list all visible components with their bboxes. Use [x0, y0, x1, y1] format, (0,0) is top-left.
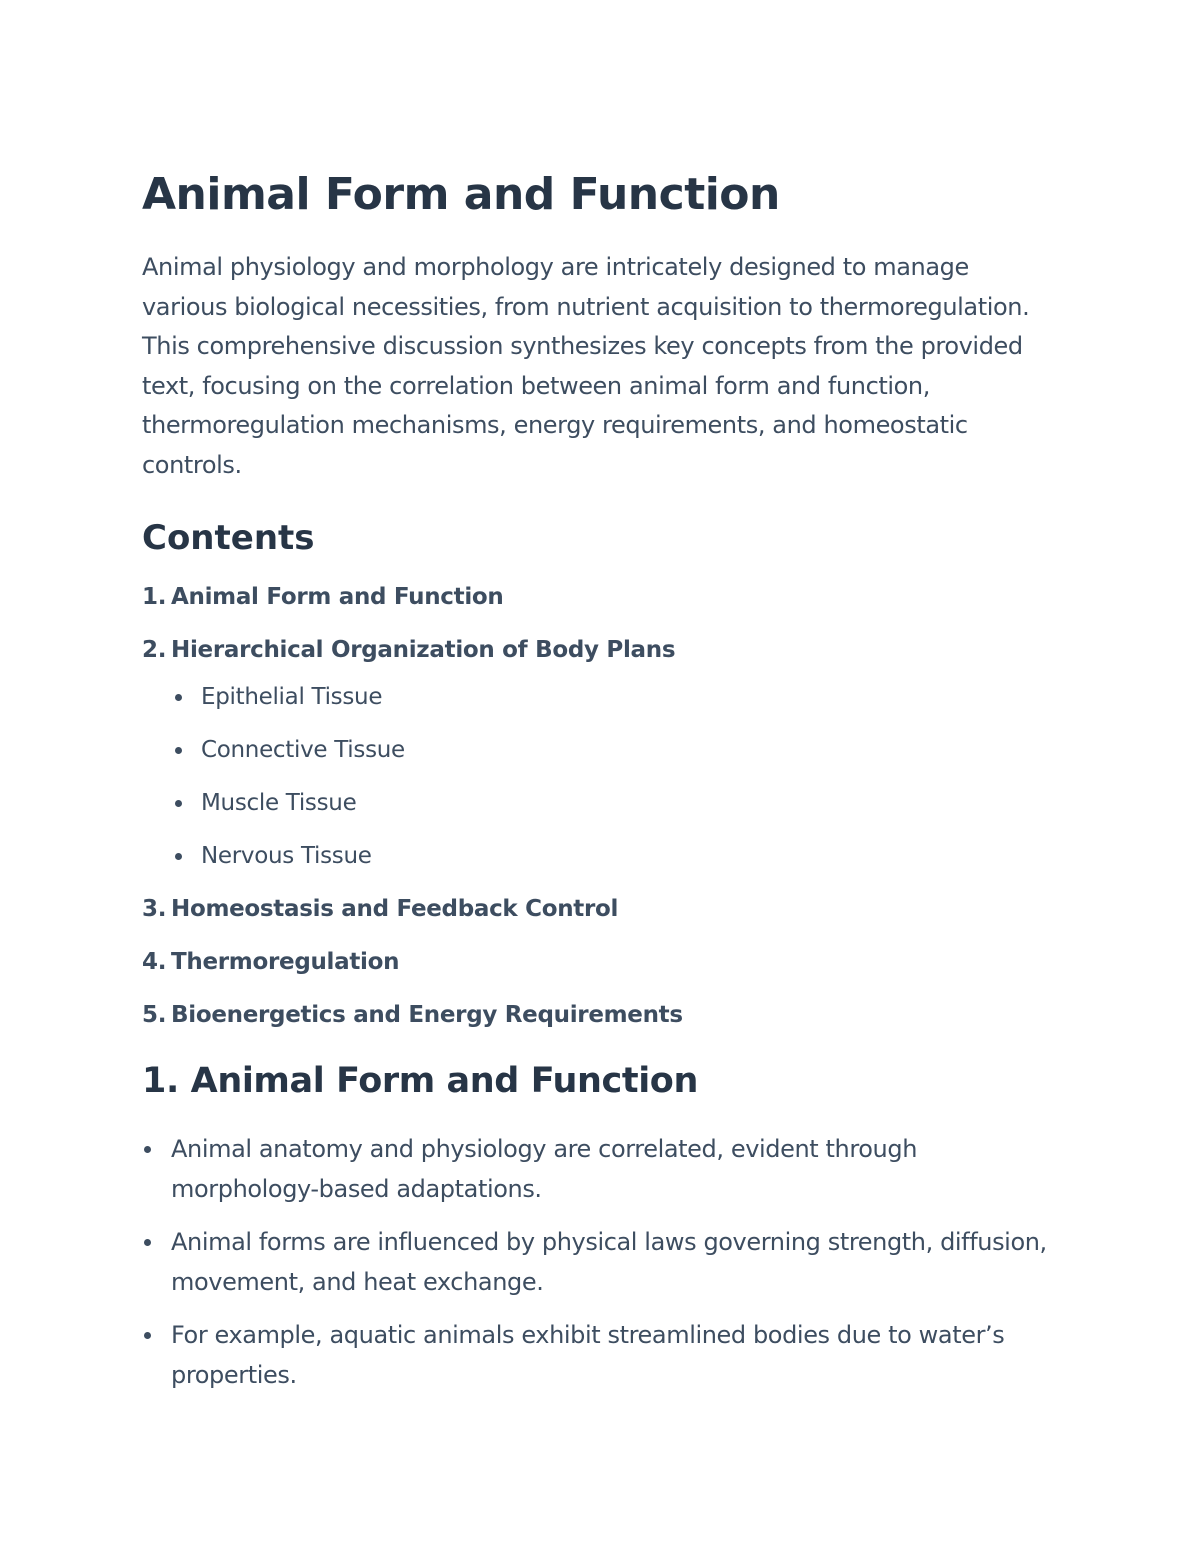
toc-number: 1. — [142, 583, 167, 610]
toc-label: Animal Form and Function — [171, 583, 504, 610]
toc-sublist — [171, 682, 1050, 872]
toc-subitem-muscle[interactable] — [171, 788, 1050, 819]
intro-paragraph: Animal physiology and morphology are intricately designed to manage various biological necessities, from nutrient acquisition to thermoregulation. This comprehensive discussion synthesizes key concepts from the provided text, focusing on the correlation between animal form and function, thermoregulation mechanisms, energy requirements, and homeostatic controls. — [142, 253, 1030, 479]
bullet-icon — [175, 853, 182, 860]
list-item-text: Animal anatomy and physiology are correlated, evident through morphology-based adaptations. — [171, 1134, 918, 1203]
toc-number: 3. — [142, 895, 167, 922]
bullet-icon — [175, 800, 182, 807]
contents-heading: Contents — [142, 517, 315, 558]
toc-subitem-nervous[interactable] — [171, 841, 1050, 872]
toc-label: Thermoregulation — [171, 948, 400, 975]
list-item-text: For example, aquatic animals exhibit streamlined bodies due to water’s properties. — [171, 1320, 1005, 1389]
toc-subitem-label: Nervous Tissue — [201, 842, 372, 869]
toc-label: Bioenergetics and Energy Requirements — [171, 1001, 683, 1028]
list-item — [142, 1129, 1050, 1209]
toc-label: Homeostasis and Feedback Control — [171, 895, 619, 922]
toc-number: 2. — [142, 636, 167, 663]
toc-subitem-epithelial[interactable] — [171, 682, 1050, 713]
list-item-text: Animal forms are influenced by physical laws governing strength, diffusion, movement, and heat exchange. — [171, 1227, 1047, 1296]
toc-item-animal-form-function[interactable] — [142, 582, 1050, 613]
list-item — [142, 1222, 1050, 1302]
toc-number: 5. — [142, 1001, 167, 1028]
toc-item-homeostasis[interactable] — [142, 894, 1050, 925]
toc-subitem-connective[interactable] — [171, 735, 1050, 766]
toc-item-bioenergetics[interactable] — [142, 1000, 1050, 1031]
table-of-contents — [142, 582, 1050, 1031]
toc-item-thermoregulation[interactable] — [142, 947, 1050, 978]
toc-subitem-label: Connective Tissue — [201, 736, 405, 763]
toc-item-hierarchical-organization[interactable] — [142, 635, 1050, 872]
section-heading: 1. Animal Form and Function — [142, 1060, 698, 1101]
list-item — [142, 1315, 1050, 1395]
bullet-icon — [175, 694, 182, 701]
toc-number: 4. — [142, 948, 167, 975]
bullet-icon — [144, 1146, 151, 1153]
bullet-icon — [144, 1332, 151, 1339]
document-title: Animal Form and Function — [142, 169, 780, 220]
section-bullet-list — [142, 1129, 1050, 1395]
toc-subitem-label: Muscle Tissue — [201, 789, 357, 816]
toc-subitem-label: Epithelial Tissue — [201, 683, 383, 710]
bullet-icon — [144, 1239, 151, 1246]
bullet-icon — [175, 747, 182, 754]
toc-label: Hierarchical Organization of Body Plans — [171, 636, 676, 663]
